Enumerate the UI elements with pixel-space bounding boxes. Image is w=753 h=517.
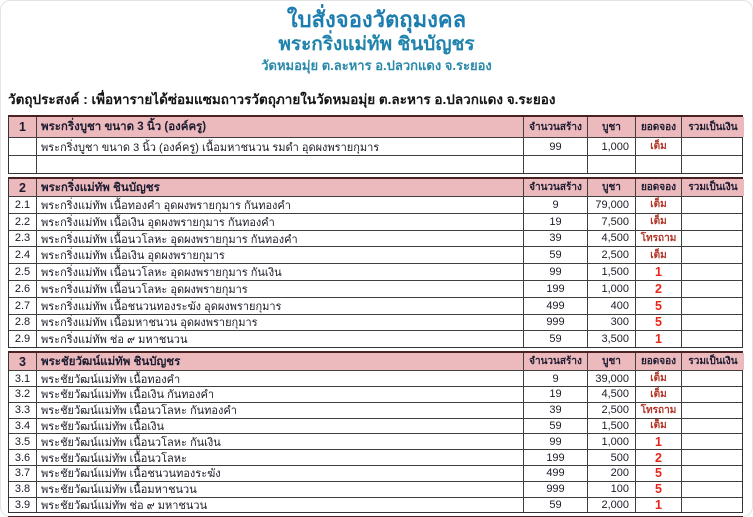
item-name: พระกริ่งแม่ทัพ เนื้อทองคำ อุดผงพรายกุมาร กันทองคำ bbox=[37, 197, 524, 213]
section-header-row bbox=[9, 353, 742, 371]
section-header-row bbox=[9, 117, 742, 138]
column-header-price: บูชา bbox=[588, 179, 636, 196]
item-price: 2,500 bbox=[588, 403, 636, 418]
item-number: 2.1 bbox=[9, 197, 37, 213]
item-price: 300 bbox=[588, 315, 636, 331]
item-name: พระชัยวัฒน์แม่ทัพ เนื้อมหาชนวน bbox=[37, 482, 524, 497]
item-row bbox=[9, 450, 742, 466]
item-number: 3.6 bbox=[9, 450, 37, 465]
column-header-total: รวมเป็นเงิน bbox=[682, 179, 744, 196]
item-row bbox=[9, 247, 742, 264]
item-total bbox=[682, 403, 744, 418]
item-reserved-status: เต็ม bbox=[636, 138, 682, 155]
item-total bbox=[682, 387, 744, 402]
item-made-count: 999 bbox=[524, 482, 588, 497]
item-row bbox=[9, 281, 742, 298]
item-total bbox=[682, 434, 744, 449]
item-number: 3.1 bbox=[9, 371, 37, 386]
item-total bbox=[682, 315, 744, 331]
item-name: พระชัยวัฒน์แม่ทัพ ช่อ ๙ มหาชนวน bbox=[37, 498, 524, 513]
item-number: 2.4 bbox=[9, 247, 37, 263]
item-price: 1,500 bbox=[588, 419, 636, 434]
item-row bbox=[9, 315, 742, 332]
item-total bbox=[682, 466, 744, 481]
item-price bbox=[588, 156, 636, 173]
item-row bbox=[9, 214, 742, 231]
item-name: พระชัยวัฒน์แม่ทัพ เนื้อทองคำ bbox=[37, 371, 524, 386]
item-price: 4,500 bbox=[588, 387, 636, 402]
item-reserved-status: 1 bbox=[636, 331, 682, 347]
page-subtitle: พระกริ่งแม่ทัพ ชินบัญชร bbox=[278, 34, 475, 55]
item-reserved-status bbox=[636, 156, 682, 173]
item-reserved-status: เต็ม bbox=[636, 419, 682, 434]
item-number: 3.3 bbox=[9, 403, 37, 418]
item-number: 2.9 bbox=[9, 331, 37, 347]
item-reserved-status: เต็ม bbox=[636, 371, 682, 386]
item-row bbox=[9, 419, 742, 435]
item-total bbox=[682, 197, 744, 213]
item-total bbox=[682, 281, 744, 297]
item-total bbox=[682, 156, 744, 173]
item-reserved-status: โทรถาม bbox=[636, 403, 682, 418]
section-2 bbox=[8, 177, 743, 348]
section-title: พระกริ่งแม่ทัพ ชินบัญชร bbox=[37, 179, 524, 196]
item-total bbox=[682, 264, 744, 280]
item-total bbox=[682, 138, 744, 155]
item-price: 4,500 bbox=[588, 231, 636, 247]
item-reserved-status: 5 bbox=[636, 466, 682, 481]
section-title: พระกริ่งบูชา ขนาด 3 นิ้ว (องค์ครู) bbox=[37, 117, 524, 137]
section-title: พระชัยวัฒน์แม่ทัพ ชินบัญชร bbox=[37, 353, 524, 370]
item-total bbox=[682, 214, 744, 230]
temple-line: วัดหมอมุ่ย ต.ละหาร อ.ปลวกแดง จ.ระยอง bbox=[261, 58, 492, 73]
section-number: 2 bbox=[9, 179, 37, 196]
item-reserved-status: เต็ม bbox=[636, 197, 682, 213]
item-made-count: 99 bbox=[524, 434, 588, 449]
item-price: 200 bbox=[588, 466, 636, 481]
item-number bbox=[9, 138, 37, 155]
item-made-count: 999 bbox=[524, 315, 588, 331]
item-row bbox=[9, 138, 742, 156]
item-name: พระชัยวัฒน์แม่ทัพ เนื้อชนวนทองระฆัง bbox=[37, 466, 524, 481]
item-total bbox=[682, 247, 744, 263]
item-made-count: 39 bbox=[524, 231, 588, 247]
section-number: 3 bbox=[9, 353, 37, 370]
item-price: 500 bbox=[588, 450, 636, 465]
item-number: 3.7 bbox=[9, 466, 37, 481]
item-made-count: 199 bbox=[524, 281, 588, 297]
purpose-line: วัตถุประสงค์ : เพื่อหารายได้ซ่อมแซมถาวรวัตถุภายในวัดหมอมุ่ย ต.ละหาร อ.ปลวกแดง จ.ระยอง bbox=[8, 92, 556, 107]
item-price: 79,000 bbox=[588, 197, 636, 213]
item-reserved-status: 1 bbox=[636, 434, 682, 449]
item-number: 2.8 bbox=[9, 315, 37, 331]
column-header-reserved: ยอดจอง bbox=[636, 117, 682, 137]
column-header-made-count: จำนวนสร้าง bbox=[524, 353, 588, 370]
item-made-count: 59 bbox=[524, 331, 588, 347]
item-total bbox=[682, 371, 744, 386]
item-price: 2,000 bbox=[588, 498, 636, 513]
item-row bbox=[9, 331, 742, 347]
item-name: พระชัยวัฒน์แม่ทัพ เนื้อนวโลหะ กันทองคำ bbox=[37, 403, 524, 418]
item-number: 2.6 bbox=[9, 281, 37, 297]
item-name: พระกริ่งแม่ทัพ ช่อ ๙ มหาชนวน bbox=[37, 331, 524, 347]
item-reserved-status: 5 bbox=[636, 482, 682, 497]
item-name: พระกริ่งแม่ทัพ เนื้อมหาชนวน อุดผงพรายกุมาร bbox=[37, 315, 524, 331]
item-made-count: 19 bbox=[524, 214, 588, 230]
item-price: 1,000 bbox=[588, 138, 636, 155]
item-reserved-status: 2 bbox=[636, 450, 682, 465]
section-header-row bbox=[9, 179, 742, 197]
item-number: 3.4 bbox=[9, 419, 37, 434]
item-price: 400 bbox=[588, 298, 636, 314]
order-table bbox=[8, 115, 743, 517]
form-header bbox=[0, 0, 753, 74]
item-reserved-status: 2 bbox=[636, 281, 682, 297]
item-reserved-status: 1 bbox=[636, 264, 682, 280]
item-made-count: 9 bbox=[524, 197, 588, 213]
column-header-price: บูชา bbox=[588, 353, 636, 370]
item-number: 3.2 bbox=[9, 387, 37, 402]
item-total bbox=[682, 298, 744, 314]
item-price: 1,500 bbox=[588, 264, 636, 280]
column-header-total: รวมเป็นเงิน bbox=[682, 353, 744, 370]
item-reserved-status: เต็ม bbox=[636, 247, 682, 263]
item-number: 3.8 bbox=[9, 482, 37, 497]
item-row bbox=[9, 264, 742, 281]
item-total bbox=[682, 419, 744, 434]
item-made-count: 99 bbox=[524, 264, 588, 280]
item-row bbox=[9, 371, 742, 387]
item-total bbox=[682, 482, 744, 497]
item-total bbox=[682, 231, 744, 247]
item-reserved-status: 1 bbox=[636, 498, 682, 513]
item-made-count bbox=[524, 156, 588, 173]
item-made-count: 99 bbox=[524, 138, 588, 155]
item-total bbox=[682, 450, 744, 465]
item-row bbox=[9, 434, 742, 450]
item-name: พระกริ่งแม่ทัพ เนื้อชนวนทองระฆัง อุดผงพรายกุมาร bbox=[37, 298, 524, 314]
item-made-count: 19 bbox=[524, 387, 588, 402]
item-reserved-status: 5 bbox=[636, 315, 682, 331]
item-made-count: 59 bbox=[524, 247, 588, 263]
item-row bbox=[9, 387, 742, 403]
section-3 bbox=[8, 351, 743, 513]
item-price: 2,500 bbox=[588, 247, 636, 263]
item-name: พระกริ่งแม่ทัพ เนื้อเงิน อุดผงพรายกุมาร bbox=[37, 247, 524, 263]
item-name: พระชัยวัฒน์แม่ทัพ เนื้อเงิน กันทองคำ bbox=[37, 387, 524, 402]
item-name bbox=[37, 156, 524, 173]
item-name: พระชัยวัฒน์แม่ทัพ เนื้อนวโลหะ bbox=[37, 450, 524, 465]
item-row bbox=[9, 482, 742, 498]
item-number: 3.5 bbox=[9, 434, 37, 449]
column-header-made-count: จำนวนสร้าง bbox=[524, 117, 588, 137]
item-row bbox=[9, 156, 742, 173]
item-number: 3.9 bbox=[9, 498, 37, 513]
item-number: 2.2 bbox=[9, 214, 37, 230]
item-row bbox=[9, 298, 742, 315]
item-made-count: 59 bbox=[524, 419, 588, 434]
item-number: 2.5 bbox=[9, 264, 37, 280]
item-price: 39,000 bbox=[588, 371, 636, 386]
item-total bbox=[682, 498, 744, 513]
item-reserved-status: โทรถาม bbox=[636, 231, 682, 247]
item-number bbox=[9, 156, 37, 173]
item-name: พระกริ่งแม่ทัพ เนื้อเงิน อุดผงพรายกุมาร กันทองคำ bbox=[37, 214, 524, 230]
column-header-price: บูชา bbox=[588, 117, 636, 137]
item-total bbox=[682, 331, 744, 347]
item-number: 2.7 bbox=[9, 298, 37, 314]
page-title: ใบสั่งจองวัตถุมงคล bbox=[286, 7, 467, 32]
item-reserved-status: เต็ม bbox=[636, 214, 682, 230]
item-price: 3,500 bbox=[588, 331, 636, 347]
item-reserved-status: เต็ม bbox=[636, 387, 682, 402]
item-made-count: 499 bbox=[524, 466, 588, 481]
column-header-reserved: ยอดจอง bbox=[636, 179, 682, 196]
item-price: 1,000 bbox=[588, 281, 636, 297]
item-row bbox=[9, 197, 742, 214]
section-1 bbox=[8, 115, 743, 174]
item-row bbox=[9, 466, 742, 482]
column-header-made-count: จำนวนสร้าง bbox=[524, 179, 588, 196]
column-header-total: รวมเป็นเงิน bbox=[682, 117, 744, 137]
item-row bbox=[9, 231, 742, 248]
item-name: พระกริ่งแม่ทัพ เนื้อนวโลหะ อุดผงพรายกุมาร กันทองคำ bbox=[37, 231, 524, 247]
item-name: พระกริ่งบูชา ขนาด 3 นิ้ว (องค์ครู) เนื้อมหาชนวน รมดำ อุดผงพรายกุมาร bbox=[37, 138, 524, 155]
item-made-count: 499 bbox=[524, 298, 588, 314]
item-reserved-status: 5 bbox=[636, 298, 682, 314]
item-name: พระชัยวัฒน์แม่ทัพ เนื้อเงิน bbox=[37, 419, 524, 434]
item-number: 2.3 bbox=[9, 231, 37, 247]
item-made-count: 39 bbox=[524, 403, 588, 418]
item-name: พระกริ่งแม่ทัพ เนื้อนวโลหะ อุดผงพรายกุมาร กันเงิน bbox=[37, 264, 524, 280]
item-price: 1,000 bbox=[588, 434, 636, 449]
item-made-count: 9 bbox=[524, 371, 588, 386]
order-table-sections bbox=[8, 115, 743, 513]
column-header-reserved: ยอดจอง bbox=[636, 353, 682, 370]
item-name: พระกริ่งแม่ทัพ เนื้อนวโลหะ อุดผงพรายกุมาร bbox=[37, 281, 524, 297]
item-row bbox=[9, 498, 742, 513]
item-made-count: 199 bbox=[524, 450, 588, 465]
item-price: 7,500 bbox=[588, 214, 636, 230]
item-made-count: 59 bbox=[524, 498, 588, 513]
item-price: 100 bbox=[588, 482, 636, 497]
item-name: พระชัยวัฒน์แม่ทัพ เนื้อนวโลหะ กันเงิน bbox=[37, 434, 524, 449]
item-row bbox=[9, 403, 742, 419]
section-number: 1 bbox=[9, 117, 37, 137]
